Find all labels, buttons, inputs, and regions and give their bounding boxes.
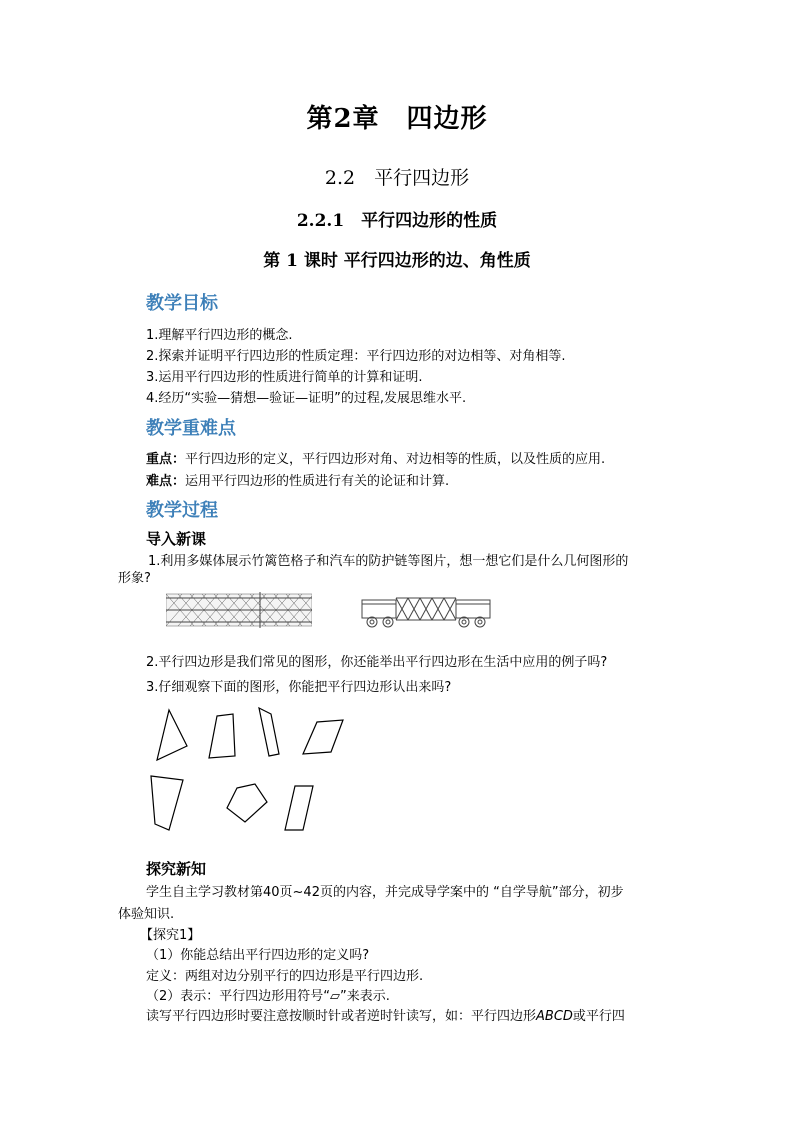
- process-heading: 教学过程: [146, 500, 218, 521]
- reading-name: ABCD: [536, 1009, 573, 1024]
- trapezoid-shape: [209, 714, 235, 758]
- question-1-line-2: 形象?: [118, 571, 151, 586]
- explore-line-2: 体验知识.: [118, 907, 175, 922]
- goal-item: 3.运用平行四边形的性质进行简单的计算和证明.: [146, 370, 423, 385]
- fence-lattice-image: [166, 590, 312, 630]
- reading-text: [146, 1005, 625, 1024]
- irregular-quadrilateral-shape: [151, 776, 183, 830]
- goal-item: 2.探索并证明平行四边形的性质定理：平行四边形的对边相等、对角相等.: [146, 349, 566, 364]
- reading-prefix: 读写平行四边形时要注意按顺时针或者逆时针读写，如：平行四边形: [146, 1009, 537, 1024]
- hard-point: [146, 470, 449, 489]
- definition-text: 定义：两组对边分别平行的四边形是平行四边形.: [146, 969, 424, 984]
- explore-line-1: 学生自主学习教材第40页~42页的内容，并完成导学案中的 “自学导航”部分，初步: [146, 885, 624, 900]
- question-1-line-1: 1.利用多媒体展示竹篱笆格子和汽车的防护链等图片，想一想它们是什么几何图形的: [148, 554, 629, 569]
- probe-1-question: （1）你能总结出平行四边形的定义吗?: [146, 948, 370, 963]
- quadrilateral-shape: [259, 708, 279, 756]
- question-2: 2.平行四边形是我们常见的图形，你还能举出平行四边形在生活中应用的例子吗?: [146, 655, 608, 670]
- intro-heading: 导入新课: [146, 530, 207, 548]
- question-3: 3.仔细观察下面的图形，你能把平行四边形认出来吗?: [146, 680, 452, 695]
- notation-text: （2）表示：平行四边形用符号“▱”来表示.: [146, 989, 390, 1004]
- chapter-title: 第2章 四边形: [306, 104, 488, 134]
- subsection-title: 2.2.1 平行四边形的性质: [296, 211, 498, 231]
- pentagon-shape: [227, 784, 267, 822]
- triangle-shape: [157, 710, 187, 760]
- lesson-title: 第 1 课时 平行四边形的边、角性质: [263, 251, 531, 271]
- key-point: [146, 448, 605, 467]
- key-label: 重点：: [146, 452, 186, 467]
- reading-suffix: 或平行四: [572, 1009, 625, 1024]
- quadrilaterals-figure: [145, 702, 355, 836]
- goal-item: 4.经历“实验—猜想—验证—证明”的过程,发展思维水平.: [146, 391, 467, 406]
- section-title: 2.2 平行四边形: [324, 167, 470, 189]
- truck-guard-chain-image: [360, 592, 492, 632]
- goals-heading: 教学目标: [146, 293, 218, 314]
- key-text: 平行四边形的定义，平行四边形对角、对边相等的性质，以及性质的应用.: [185, 452, 606, 467]
- hard-text: 运用平行四边形的性质进行有关的论证和计算.: [185, 474, 450, 489]
- goal-item: 1.理解平行四边形的概念.: [146, 328, 293, 343]
- probe-1-label: 【探究1】: [140, 928, 201, 943]
- keypoints-heading: 教学重难点: [146, 418, 236, 439]
- explore-heading: 探究新知: [146, 860, 207, 878]
- parallelogram-shape: [303, 720, 343, 754]
- hard-label: 难点：: [146, 474, 186, 489]
- tall-parallelogram-shape: [285, 786, 313, 830]
